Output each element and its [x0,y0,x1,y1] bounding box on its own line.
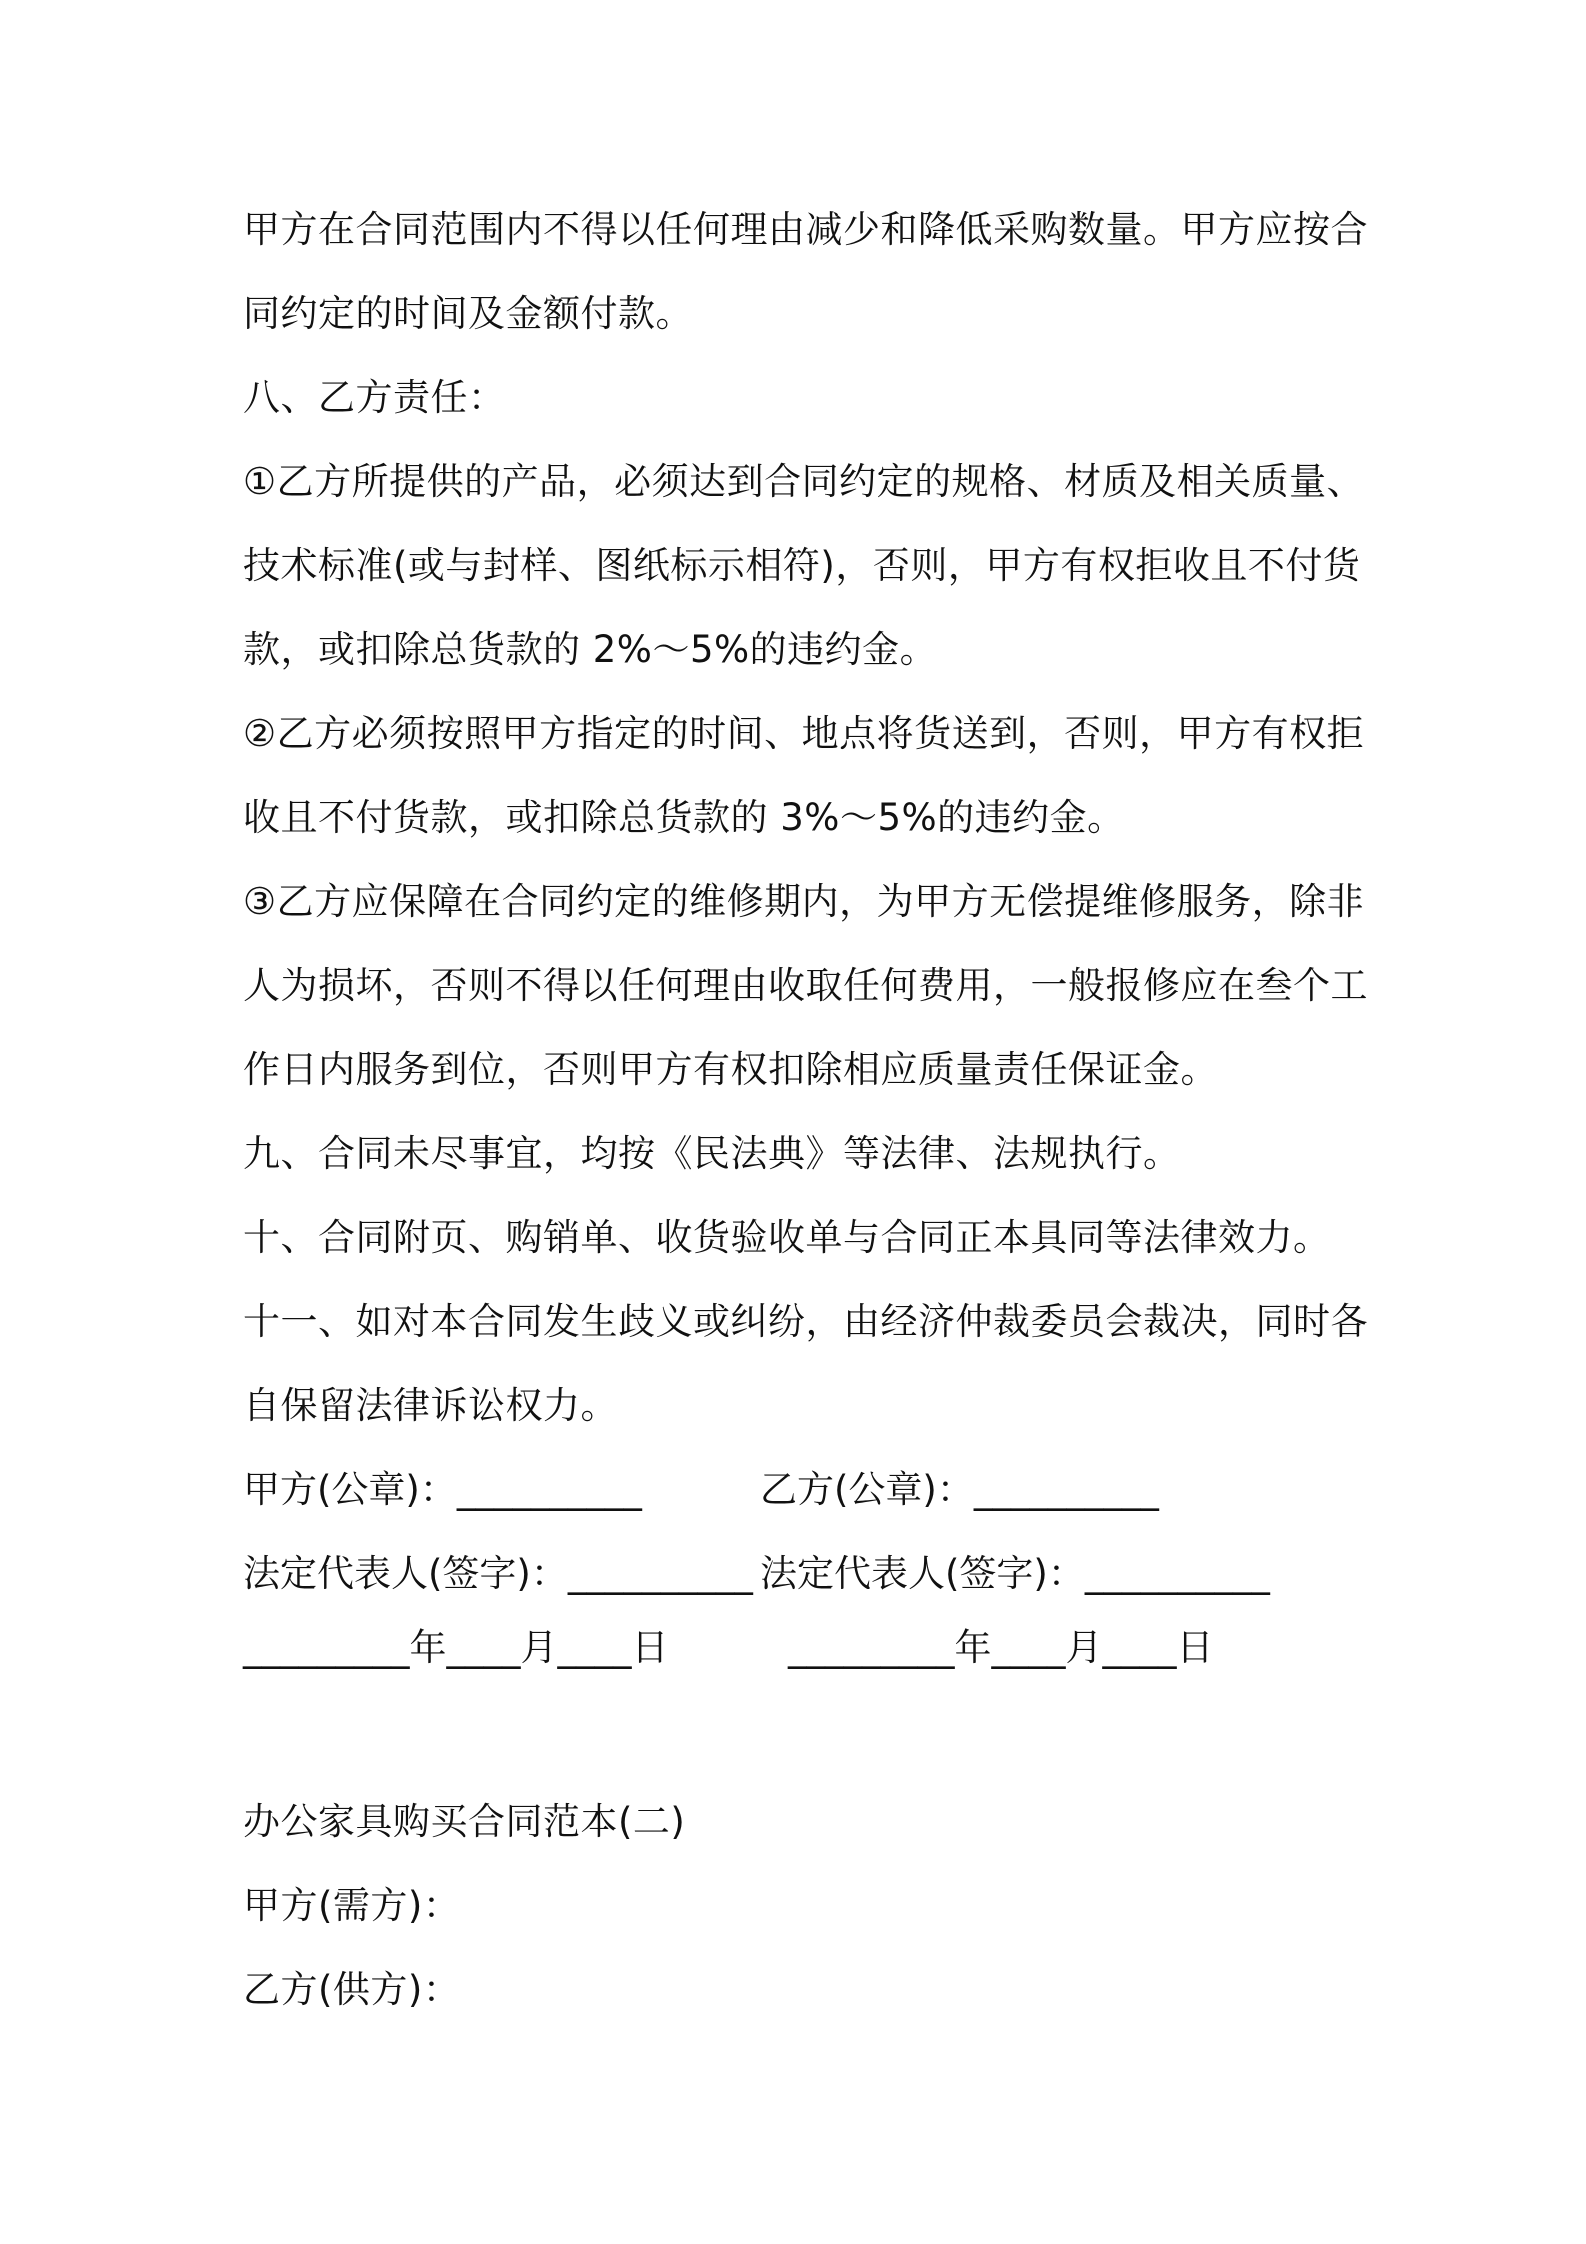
party-a-date: _________年____月____日 [243,1626,669,1669]
party-b-representative: 法定代表人(签字)：__________ [760,1552,1270,1595]
section-heading: 八、乙方责任： [243,376,506,419]
paragraph-line: 技术标准(或与封样、图纸标示相符)，否则，甲方有权拒收且不付货 [243,544,1361,587]
second-contract-header [243,1780,1363,2032]
section-heading: 九、合同未尽事宜，均按《民法典》等法律、法规执行。 [243,1132,1181,1175]
party-b-seal: 乙方(公章)：__________ [760,1468,1159,1511]
paragraph-line: 自保留法律诉讼权力。 [243,1384,618,1427]
paragraph-line: 作日内服务到位，否则甲方有权扣除相应质量责任保证金。 [243,1048,1218,1091]
party-a-representative: 法定代表人(签字)：__________ [243,1552,753,1595]
paragraph-line: 甲方在合同范围内不得以任何理由减少和降低采购数量。甲方应按合 [243,208,1368,251]
paragraph-line: 人为损坏，否则不得以任何理由收取任何费用，一般报修应在叁个工 [243,964,1368,1007]
paragraph-line: ②乙方必须按照甲方指定的时间、地点将货送到，否则，甲方有权拒 [243,712,1365,755]
paragraph-line: 同约定的时间及金额付款。 [243,292,693,335]
section-heading: 十、合同附页、购销单、收货验收单与合同正本具同等法律效力。 [243,1216,1331,1259]
party-b-date: _________年____月____日 [788,1626,1214,1669]
representative-row [243,1532,1363,1616]
date-row [243,1606,1363,1690]
contract-body [243,188,1368,1448]
party-b-label: 乙方(供方)： [243,1968,461,2011]
seal-row [243,1448,1363,1532]
paragraph-line: ①乙方所提供的产品，必须达到合同约定的规格、材质及相关质量、 [243,460,1365,503]
party-a-label: 甲方(需方)： [243,1884,461,1927]
second-contract-title: 办公家具购买合同范本(二) [243,1800,686,1843]
paragraph-line: 收且不付货款，或扣除总货款的 3%～5%的违约金。 [243,796,1125,839]
paragraph-line: 款，或扣除总货款的 2%～5%的违约金。 [243,628,938,671]
paragraph-line: ③乙方应保障在合同约定的维修期内，为甲方无偿提维修服务，除非 [243,880,1365,923]
party-a-seal: 甲方(公章)：__________ [243,1468,642,1511]
section-heading: 十一、如对本合同发生歧义或纠纷，由经济仲裁委员会裁决，同时各 [243,1300,1368,1343]
